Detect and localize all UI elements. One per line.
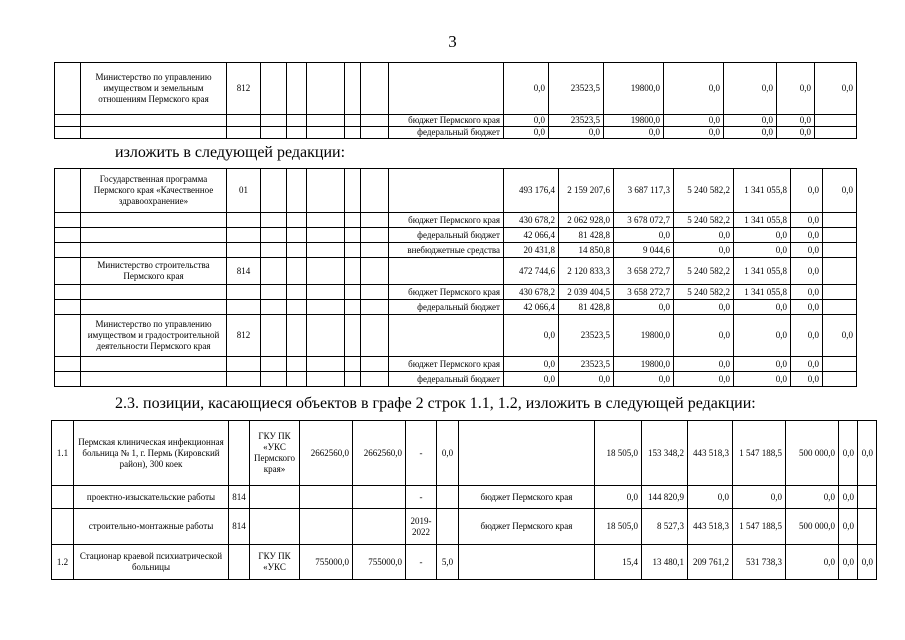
funding-source: бюджет Пермского края [459, 486, 595, 509]
value-cell: 5 240 582,2 [674, 258, 734, 285]
value-cell: 0,0 [791, 243, 823, 258]
row-number: 1.1 [52, 421, 74, 486]
table-row [52, 486, 877, 509]
value-cell: 0,0 [595, 486, 642, 509]
table-row [55, 300, 857, 315]
value-cell: 19800,0 [614, 357, 674, 372]
value-cell: 0,0 [791, 372, 823, 387]
value-cell: 0,0 [549, 127, 604, 139]
funding-source: бюджет Пермского края [389, 213, 504, 228]
cost-cell: 755000,0 [300, 545, 353, 580]
value-cell: 0,0 [791, 357, 823, 372]
value-cell: 1 547 188,5 [733, 509, 786, 545]
value-cell: 5 240 582,2 [674, 213, 734, 228]
value-cell: 5 240 582,2 [674, 169, 734, 213]
value-cell: 0,0 [504, 315, 559, 357]
value-cell: 0,0 [839, 486, 858, 509]
value-cell: 19800,0 [604, 63, 664, 115]
value-cell: 443 518,3 [688, 509, 733, 545]
value-cell: 493 176,4 [504, 169, 559, 213]
value-cell: 0,0 [724, 127, 777, 139]
value-cell: 0,0 [504, 357, 559, 372]
funding-source: федеральный бюджет [389, 372, 504, 387]
value-cell: 0,0 [734, 372, 791, 387]
value-cell: 42 066,4 [504, 300, 559, 315]
value-cell: 0,0 [791, 258, 823, 285]
table-previous-ministry [54, 62, 857, 139]
value-cell: 153 348,2 [642, 421, 688, 486]
value-cell: 0,0 [786, 486, 839, 509]
value-cell: 0,0 [839, 545, 858, 580]
value-cell: 0,0 [724, 63, 777, 115]
value-cell: 531 738,3 [733, 545, 786, 580]
work-type: проектно-изыскательские работы [74, 486, 229, 509]
value-cell: 15,4 [595, 545, 642, 580]
funding-source: бюджет Пермского края [389, 115, 504, 127]
value-cell: 0,0 [777, 63, 815, 115]
value-cell: 0,0 [734, 243, 791, 258]
value-cell: 0,0 [674, 228, 734, 243]
value-cell: 0,0 [674, 300, 734, 315]
table-row [52, 509, 877, 545]
readiness-cell: 5,0 [437, 545, 459, 580]
value-cell: 1 547 188,5 [733, 421, 786, 486]
value-cell: 0,0 [504, 372, 559, 387]
value-cell: 0,0 [664, 115, 724, 127]
funding-source: бюджет Пермского края [459, 509, 595, 545]
value-cell: 0,0 [791, 315, 823, 357]
table-row [55, 213, 857, 228]
value-cell: 14 850,8 [559, 243, 614, 258]
value-cell: 0,0 [674, 243, 734, 258]
value-cell: 0,0 [674, 315, 734, 357]
value-cell: 0,0 [839, 509, 858, 545]
section-heading: 2.3. позиции, касающиеся объектов в графе 2 строк 1.1, 1.2, изложить в следующей редакции: [115, 395, 756, 412]
funding-source: бюджет Пермского края [389, 285, 504, 300]
value-cell: 1 341 055,8 [734, 285, 791, 300]
table-row [55, 228, 857, 243]
value-cell: 1 341 055,8 [734, 169, 791, 213]
table-row [55, 285, 857, 300]
value-cell: 500 000,0 [786, 509, 839, 545]
value-cell: 23523,5 [549, 63, 604, 115]
value-cell: 23523,5 [559, 315, 614, 357]
value-cell: 0,0 [791, 213, 823, 228]
value-cell: 0,0 [733, 486, 786, 509]
value-cell: 0,0 [734, 300, 791, 315]
table-row [55, 258, 857, 285]
ministry-code: 812 [227, 315, 261, 357]
value-cell: 2 062 928,0 [559, 213, 614, 228]
value-cell: 0,0 [614, 228, 674, 243]
cost-cell: 2662560,0 [353, 421, 406, 486]
value-cell: 0,0 [815, 63, 857, 115]
value-cell: 443 518,3 [688, 421, 733, 486]
period-cell: - [406, 545, 437, 580]
value-cell: 0,0 [604, 127, 664, 139]
table-row [52, 421, 877, 486]
value-cell: 18 505,0 [595, 421, 642, 486]
ministry-code: 814 [229, 486, 250, 509]
funding-source: федеральный бюджет [389, 300, 504, 315]
readiness-cell: 0,0 [437, 421, 459, 486]
ministry-code: 812 [227, 63, 261, 115]
funding-source: внебюджетные средства [389, 243, 504, 258]
value-cell: 0,0 [504, 115, 549, 127]
value-cell: 9 044,6 [614, 243, 674, 258]
cost-cell: 755000,0 [353, 545, 406, 580]
value-cell: 1 341 055,8 [734, 213, 791, 228]
customer-name: ГКУ ПК «УКС [250, 545, 300, 580]
value-cell: 0,0 [724, 115, 777, 127]
value-cell: 81 428,8 [559, 228, 614, 243]
funding-source: федеральный бюджет [389, 127, 504, 139]
period-cell: - [406, 486, 437, 509]
program-name: Государственная программа Пермского края «Качественное здравоохранение» [81, 169, 227, 213]
value-cell: 500 000,0 [786, 421, 839, 486]
work-type: строительно-монтажные работы [74, 509, 229, 545]
ministry-code: 814 [227, 258, 261, 285]
program-code: 01 [227, 169, 261, 213]
ministry-name: Министерство строительства Пермского края [81, 258, 227, 285]
value-cell: 0,0 [839, 421, 858, 486]
table-objects [51, 420, 877, 580]
value-cell: 3 658 272,7 [614, 285, 674, 300]
value-cell: 13 480,1 [642, 545, 688, 580]
value-cell: 2 039 404,5 [559, 285, 614, 300]
funding-source: федеральный бюджет [389, 228, 504, 243]
table-row [55, 357, 857, 372]
value-cell: 0,0 [614, 300, 674, 315]
object-name: Стационар краевой психиатрической больницы [74, 545, 229, 580]
table-row [55, 115, 857, 127]
period-cell: - [406, 421, 437, 486]
value-cell: 19800,0 [614, 315, 674, 357]
value-cell: 20 431,8 [504, 243, 559, 258]
value-cell: 430 678,2 [504, 285, 559, 300]
table-row [55, 243, 857, 258]
value-cell: 0,0 [674, 357, 734, 372]
value-cell: 0,0 [734, 357, 791, 372]
value-cell: 0,0 [791, 300, 823, 315]
value-cell: 18 505,0 [595, 509, 642, 545]
page-number: 3 [448, 32, 457, 51]
value-cell: 0,0 [559, 372, 614, 387]
value-cell: 2 120 833,3 [559, 258, 614, 285]
value-cell: 1 341 055,8 [734, 258, 791, 285]
value-cell: 0,0 [688, 486, 733, 509]
section-heading: изложить в следующей редакции: [115, 144, 346, 161]
ministry-code: 814 [229, 509, 250, 545]
value-cell: 23523,5 [549, 115, 604, 127]
value-cell: 0,0 [504, 63, 549, 115]
value-cell: 2 159 207,6 [559, 169, 614, 213]
value-cell: 3 678 072,7 [614, 213, 674, 228]
value-cell: 42 066,4 [504, 228, 559, 243]
table-row [55, 63, 857, 115]
value-cell: 0,0 [674, 372, 734, 387]
funding-source: бюджет Пермского края [389, 357, 504, 372]
value-cell: 472 744,6 [504, 258, 559, 285]
value-cell: 0,0 [777, 115, 815, 127]
table-row [52, 545, 877, 580]
value-cell: 0,0 [791, 169, 823, 213]
table-program-new [54, 168, 857, 387]
value-cell: 0,0 [664, 127, 724, 139]
value-cell: 5 240 582,2 [674, 285, 734, 300]
value-cell: 144 820,9 [642, 486, 688, 509]
value-cell: 0,0 [823, 169, 857, 213]
customer-name: ГКУ ПК «УКС Пермского края» [250, 421, 300, 486]
value-cell: 0,0 [823, 315, 857, 357]
period-cell: 2019-2022 [406, 509, 437, 545]
value-cell: 209 761,2 [688, 545, 733, 580]
value-cell: 0,0 [791, 285, 823, 300]
cost-cell: 2662560,0 [300, 421, 353, 486]
value-cell: 0,0 [734, 228, 791, 243]
value-cell: 0,0 [791, 228, 823, 243]
ministry-name: Министерство по управлению имуществом и градостроительной деятельности Пермского края [81, 315, 227, 357]
value-cell: 0,0 [664, 63, 724, 115]
value-cell: 0,0 [786, 545, 839, 580]
value-cell: 8 527,3 [642, 509, 688, 545]
value-cell: 3 687 117,3 [614, 169, 674, 213]
table-row [55, 169, 857, 213]
value-cell: 23523,5 [559, 357, 614, 372]
value-cell: 0,0 [614, 372, 674, 387]
value-cell: 3 658 272,7 [614, 258, 674, 285]
value-cell: 0,0 [858, 545, 877, 580]
value-cell: 0,0 [858, 421, 877, 486]
value-cell: 81 428,8 [559, 300, 614, 315]
ministry-name: Министерство по управлению имуществом и земельным отношениям Пермского края [81, 63, 227, 115]
value-cell: 0,0 [504, 127, 549, 139]
value-cell: 19800,0 [604, 115, 664, 127]
row-number: 1.2 [52, 545, 74, 580]
value-cell: 0,0 [777, 127, 815, 139]
value-cell: 0,0 [734, 315, 791, 357]
value-cell: 430 678,2 [504, 213, 559, 228]
object-name: Пермская клиническая инфекционная больница № 1, г. Пермь (Кировский район), 300 коек [74, 421, 229, 486]
table-row [55, 315, 857, 357]
table-row [55, 372, 857, 387]
table-row [55, 127, 857, 139]
